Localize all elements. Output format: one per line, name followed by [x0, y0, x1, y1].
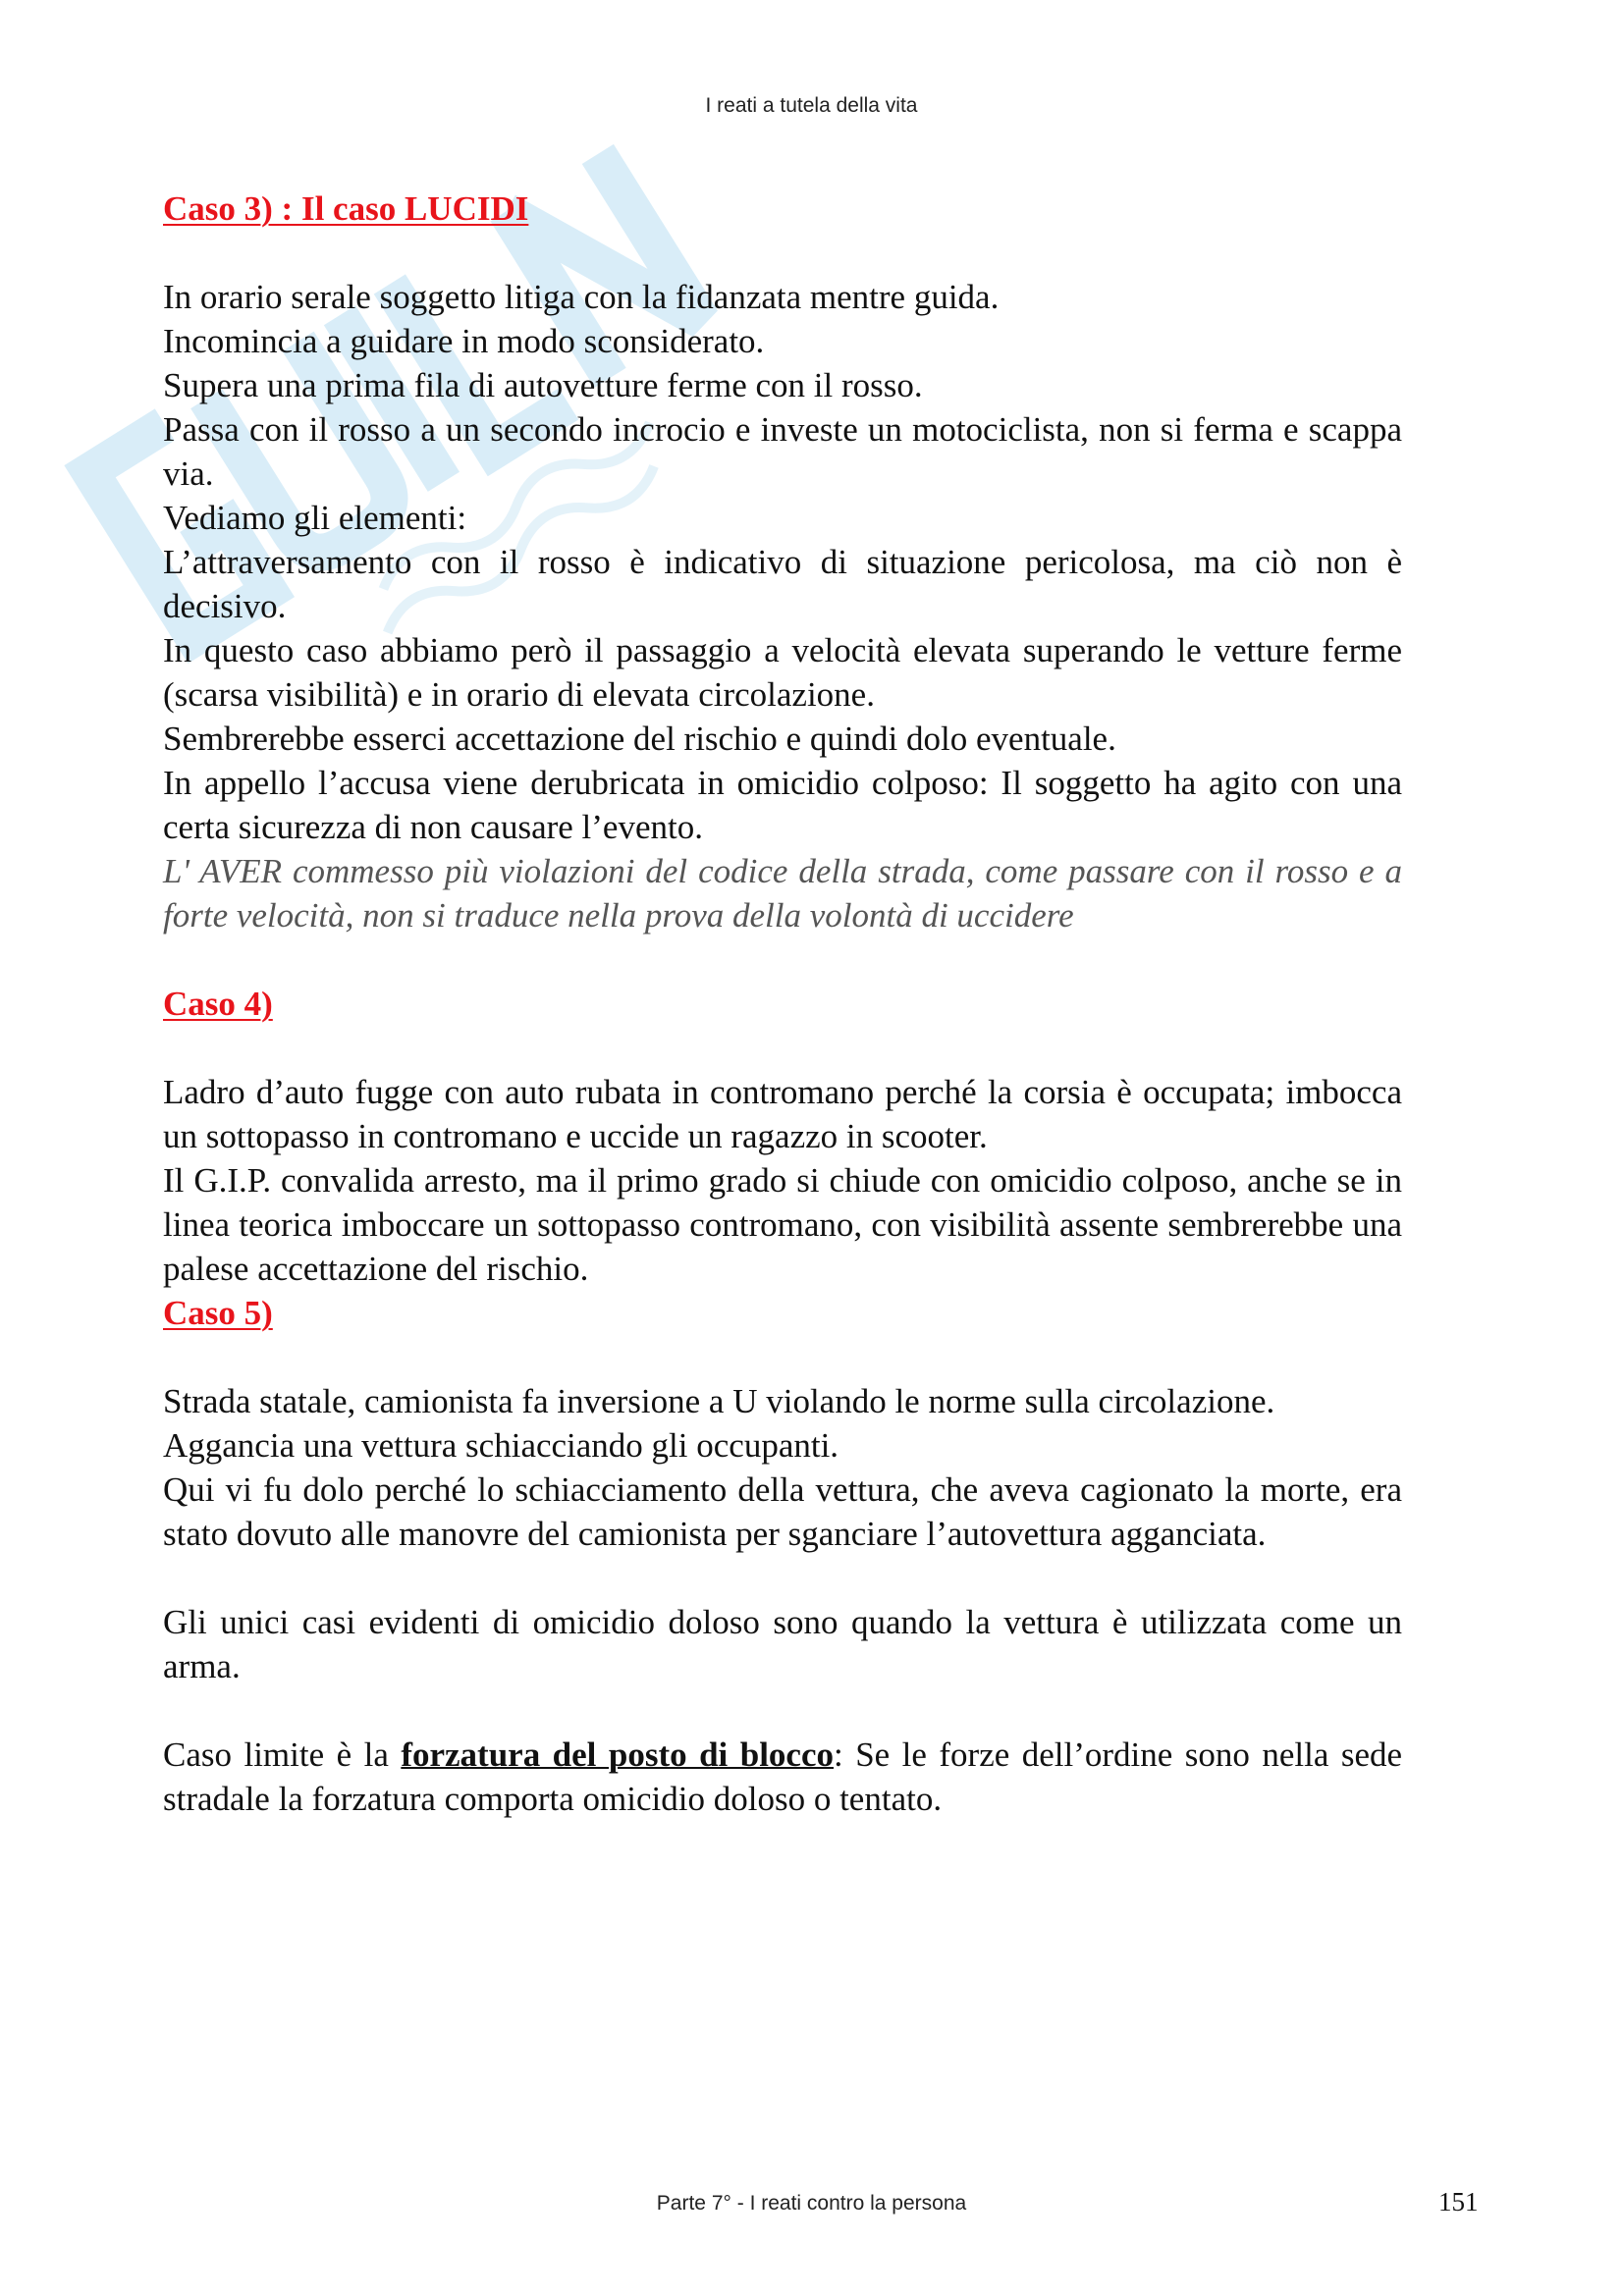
paragraph: Gli unici casi evidenti di omicidio doloso sono quando la vettura è utilizzata come un arma. — [163, 1603, 1402, 1685]
paragraph-line: L’attraversamento con il rosso è indicativo di situazione pericolosa, ma ciò non è decisivo. — [163, 543, 1402, 625]
paragraph-line: Supera una prima fila di autovetture ferme con il rosso. — [163, 366, 923, 404]
paragraph-text: : Se le forze dell’ordine sono nella sede stradale la forzatura comporta omicidio doloso o tentato. — [163, 1735, 1403, 1818]
emphasis-term: forzatura del posto di blocco — [401, 1735, 834, 1774]
paragraph-line: Sembrerebbe esserci accettazione del rischio e quindi dolo eventuale. — [163, 720, 1116, 758]
section-heading-caso-3: Caso 3) : Il caso LUCIDI — [163, 189, 529, 228]
paragraph-line: Passa con il rosso a un secondo incrocio e investe un motociclista, non si ferma e scappa via. — [163, 410, 1402, 493]
section-heading-caso-5: Caso 5) — [163, 1294, 273, 1332]
paragraph-line: Vediamo gli elementi: — [163, 499, 467, 537]
running-footer: Parte 7° - I reati contro la persona — [656, 2192, 967, 2215]
paragraph-line: Qui vi fu dolo perché lo schiacciamento della vettura, che aveva cagionato la morte, era stato dovuto alle manovre del camionista per sganciare l’autovettura agganciata. — [163, 1470, 1402, 1553]
paragraph-line: Ladro d’auto fugge con auto rubata in contromano perché la corsia è occupata; imbocca un sottopasso in contromano e uccide un ragazzo in scooter. — [163, 1073, 1402, 1155]
paragraph-line: Strada statale, camionista fa inversione a U violando le norme sulla circolazione. — [163, 1382, 1275, 1420]
paragraph-line: Aggancia una vettura schiacciando gli occupanti. — [163, 1426, 839, 1465]
running-header: I reati a tutela della vita — [705, 94, 918, 117]
paragraph-line: In orario serale soggetto litiga con la fidanzata mentre guida. — [163, 278, 1000, 316]
paragraph-line: In appello l’accusa viene derubricata in omicidio colposo: Il soggetto ha agito con una certa sicurezza di non causare l’evento. — [163, 764, 1402, 846]
page-number: 151 — [1438, 2187, 1479, 2216]
paragraph-text: Caso limite è la — [163, 1735, 402, 1774]
paragraph-line: Incomincia a guidare in modo sconsiderato. — [163, 322, 765, 360]
paragraph-line: In questo caso abbiamo però il passaggio a velocità elevata superando le vetture ferme (scarsa visibilità) e in orario di elevata circolazione. — [163, 631, 1402, 714]
paragraph-line: Il G.I.P. convalida arresto, ma il primo grado si chiude con omicidio colposo, anche se in linea teorica imboccare un sottopasso contromano, con visibilità assente sembrerebbe una palese accettazione del rischio. — [163, 1161, 1402, 1288]
page-body — [163, 187, 1402, 1821]
section-heading-caso-4: Caso 4) — [163, 985, 273, 1023]
paragraph — [163, 1733, 1402, 1821]
quote-paragraph: L' AVER commesso più violazioni del codice della strada, come passare con il rosso e a forte velocità, non si traduce nella prova della volontà di uccidere — [163, 852, 1402, 934]
